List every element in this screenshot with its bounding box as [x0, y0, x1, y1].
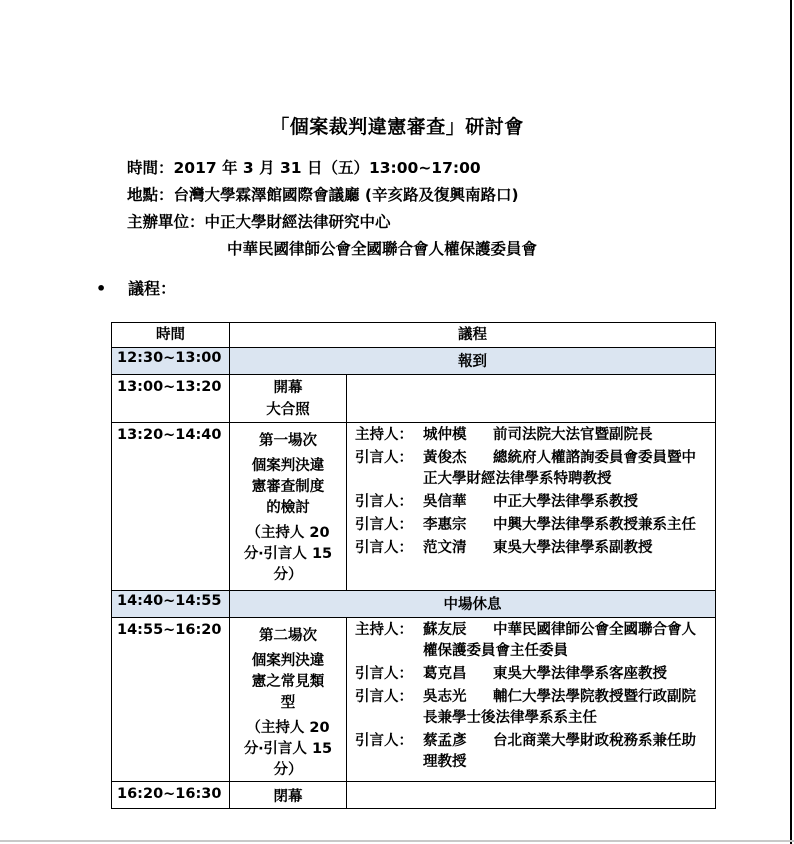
table-row	[112, 591, 716, 618]
speaker: 引言人： 李惠宗 中興大學法律學系教授兼系主任	[355, 517, 696, 533]
session-line: 憲之常見類	[251, 674, 325, 690]
table-row	[112, 782, 716, 809]
speaker: 引言人： 黃俊杰 總統府人權諮詢委員會委員暨中正大學財經法律學系特聘教授	[355, 450, 696, 487]
speaker: 引言人： 吳志光 輔仁大學法學院教授暨行政副院長兼學士後法律學系系主任	[355, 689, 696, 726]
event-organizer: 主辦單位：中正大學財經法律研究中心	[127, 213, 391, 231]
speaker: 引言人： 吳信華 中正大學法律學系教授	[355, 494, 638, 510]
bullet-icon: •	[96, 279, 107, 298]
speaker: 主持人： 蘇友辰 中華民國律師公會全國聯合會人權保護委員會主任委員	[355, 622, 696, 659]
session-line: 個案判決違	[251, 458, 325, 474]
session-1-description	[230, 423, 347, 591]
row-time: 13:00~13:20	[112, 375, 230, 423]
session-line: 型	[280, 695, 296, 711]
row-time: 16:20~16:30	[112, 782, 230, 809]
session-1-speakers	[347, 423, 716, 591]
table-row	[112, 423, 716, 591]
agenda-heading	[96, 276, 176, 299]
table-row	[112, 618, 716, 782]
speaker: 引言人： 葛克昌 東吳大學法律學系客座教授	[355, 666, 667, 682]
page-bottom-edge	[0, 840, 794, 842]
row-opening	[230, 375, 347, 423]
event-co-organizer: 中華民國律師公會全國聯合會人權保護委員會	[227, 240, 538, 258]
event-time: 時間：2017 年 3 月 31 日（五）13:00~17:00	[127, 159, 481, 177]
session-line: 分‧引言人 15	[243, 741, 333, 757]
table-row	[112, 375, 716, 423]
speaker: 引言人： 蔡孟彥 台北商業大學財政稅務系兼任助理教授	[355, 733, 696, 770]
header-agenda: 議程	[230, 323, 716, 348]
session-line: （主持人 20	[246, 525, 330, 541]
document-title: 「個案裁判違憲審查」研討會	[270, 116, 524, 138]
opening-line: 開幕	[273, 380, 303, 396]
table-row	[112, 348, 716, 375]
session-2-description	[230, 618, 347, 782]
row-label-break: 中場休息	[230, 591, 716, 618]
row-label-registration: 報到	[230, 348, 716, 375]
session-2-speakers	[347, 618, 716, 782]
table-header-row	[112, 323, 716, 348]
empty-cell	[347, 375, 716, 423]
agenda-table	[111, 322, 716, 809]
agenda-heading-label: 議程：	[128, 279, 177, 298]
row-time: 13:20~14:40	[112, 423, 230, 591]
session-line: 分‧引言人 15	[243, 546, 333, 562]
row-closing: 閉幕	[230, 782, 347, 809]
session-line: 分）	[273, 762, 303, 778]
session-line: 分）	[273, 567, 303, 583]
session-line: 的檢討	[266, 500, 310, 516]
event-location: 地點：台灣大學霖澤館國際會議廳 (辛亥路及復興南路口)	[127, 186, 519, 204]
row-time: 14:55~16:20	[112, 618, 230, 782]
session-line: 個案判決違	[251, 653, 325, 669]
session-line: （主持人 20	[246, 720, 330, 736]
speaker: 引言人： 范文清 東吳大學法律學系副教授	[355, 540, 653, 556]
row-time: 12:30~13:00	[112, 348, 230, 375]
speaker: 主持人： 城仲模 前司法院大法官暨副院長	[355, 427, 653, 443]
session-line: 第一場次	[259, 433, 317, 449]
session-line: 第二場次	[259, 628, 317, 644]
header-time: 時間	[112, 323, 230, 348]
group-photo-line: 大合照	[266, 402, 310, 418]
row-time: 14:40~14:55	[112, 591, 230, 618]
session-line: 憲審查制度	[251, 479, 325, 495]
empty-cell	[347, 782, 716, 809]
